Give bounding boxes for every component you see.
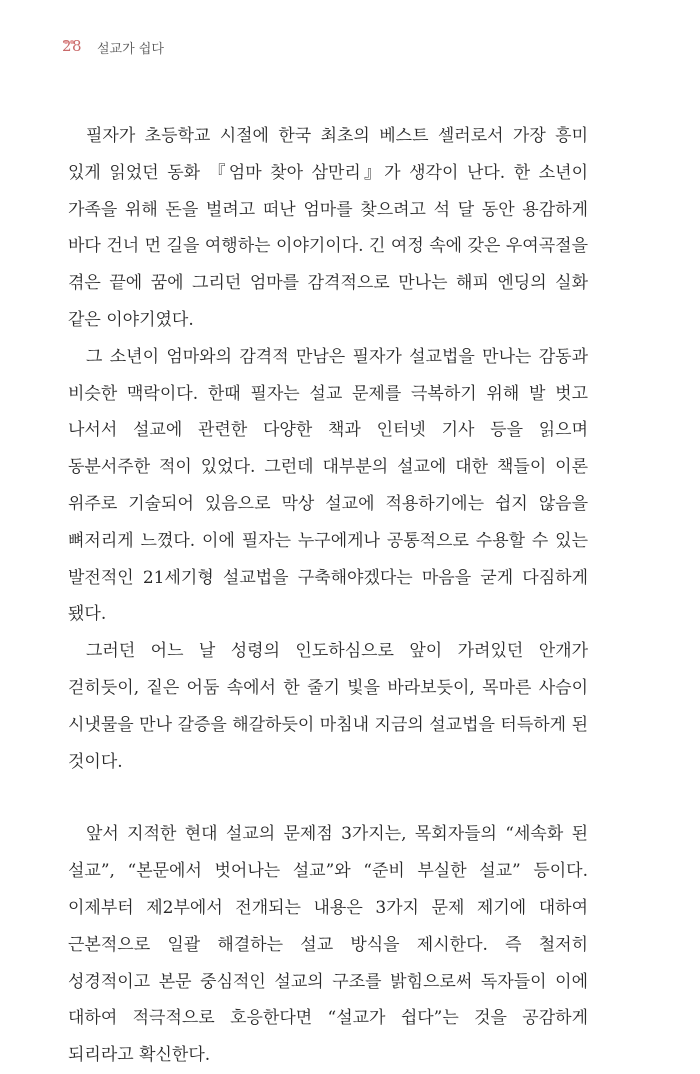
page-number: 28 — [62, 37, 83, 55]
running-title: 설교가 쉽다 — [97, 42, 164, 57]
paragraph-1: 필자가 초등학교 시절에 한국 최초의 베스트 셀러로서 가장 흥미 있게 읽었던 동화 『엄마 찾아 삼만리』가 생각이 난다. 한 소년이 가족을 위해 돈을 벌려고 떠난 엄마를 찾으려고 석 달 동안 용감하게 바다 건너 먼 길을 여행하는 이야기이다. 긴 여정 속에 갖은 우여곡절을 겪은 끝에 꿈에 그리던 엄마를 감격적으로 만나는 해피 엔딩의 실화 같은 이야기였다. — [68, 126, 588, 330]
paragraph-4: 앞서 지적한 현대 설교의 문제점 3가지는, 목회자들의 “세속화 된 설교”, “본문에서 벗어나는 설교”와 “준비 부실한 설교” 등이다. 이제부터 제2부에서 전개되는 내용은 3가지 문제 제기에 대하여 근본적으로 일괄 해결하는 설교 방식을 제시한다. 즉 철저히 성경적이고 본문 중심적인 설교의 구조를 밝힘으로써 독자들이 이에 대하여 적극적으로 호응한다면 “설교가 쉽다”는 것을 공감하게 되리라고 확신한다. — [68, 824, 588, 1066]
section-gap — [68, 780, 588, 816]
paragraph-2: 그 소년이 엄마와의 감격적 만남은 필자가 설교법을 만나는 감동과 비슷한 맥락이다. 한때 필자는 설교 문제를 극복하기 위해 발 벗고 나서서 설교에 관련한 다양한 책과 인터넷 기사 등을 읽으며 동분서주한 적이 있었다. 그런데 대부분의 설교에 대한 책들이 이론 위주로 기술되어 있음으로 막상 설교에 적용하기에는 쉽지 않음을 뼈저리게 느꼈다. 이에 필자는 누구에게나 공통적으로 수용할 수 있는 발전적인 21세기형 설교법을 구축해야겠다는 마음을 굳게 다짐하게 됐다. — [68, 346, 588, 625]
body-text — [68, 118, 588, 1074]
ornament-dots — [64, 29, 82, 37]
paragraph-3: 그러던 어느 날 성령의 인도하심으로 앞이 가려있던 안개가 걷히듯이, 짙은 어둠 속에서 한 줄기 빛을 바라보듯이, 목마른 사슴이 시냇물을 만나 갈증을 해갈하듯이 마침내 지금의 설교법을 터득하게 된 것이다. — [68, 641, 588, 772]
